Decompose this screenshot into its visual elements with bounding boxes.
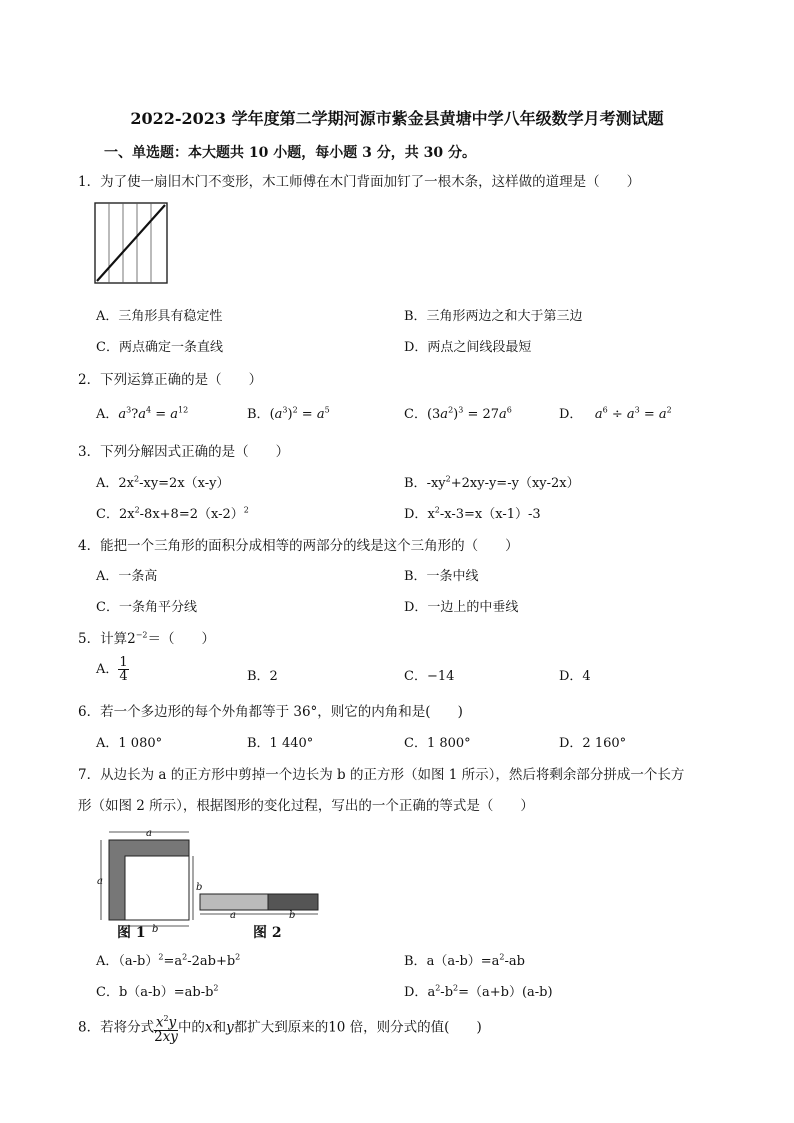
fig1-label-a-top: a bbox=[146, 828, 152, 839]
q1-option-d: D．两点之间线段最短 bbox=[404, 340, 532, 355]
q4-option-d: D．一边上的中垂线 bbox=[404, 600, 519, 615]
q8-stem: 8．若将分式 $\frac{x^2y}{2xy}$ 中的x和y都扩大到原来的10 倍，则分式的值( ) bbox=[78, 1014, 482, 1045]
q6-option-b: B．1 440° bbox=[247, 736, 314, 751]
section-heading: 一、单选题：本大题共 10 小题，每小题 3 分，共 30 分。 bbox=[104, 145, 476, 161]
q4-option-c: C．一条角平分线 bbox=[96, 600, 197, 615]
q4-option-b: B．一条中线 bbox=[404, 569, 479, 584]
q2-option-b: B．$(a^3)^2 = a^5$ bbox=[247, 405, 330, 422]
q4-stem: 4．能把一个三角形的面积分成相等的两部分的线是这个三角形的（ ） bbox=[78, 538, 519, 554]
q6-stem: 6．若一个多边形的每个外角都等于 36°，则它的内角和是( ) bbox=[78, 704, 463, 720]
q2-option-c: C．$(3a^2)^3 = 27a^6$ bbox=[404, 405, 512, 422]
q7-stem-line1: 7．从边长为 a 的正方形中剪掉一个边长为 b 的正方形（如图 1 所示），然后将剩余部分拼成一个长方 bbox=[78, 767, 685, 783]
q5-option-c: C．−14 bbox=[404, 669, 455, 684]
q3-option-a: A．$2x^2-xy=2x(x-y)$ bbox=[96, 474, 230, 491]
q1-option-b: B．三角形两边之和大于第三边 bbox=[404, 309, 583, 324]
q5-option-d: D．4 bbox=[559, 669, 591, 684]
q4-option-a: A．一条高 bbox=[96, 569, 158, 584]
q5-stem: 5．计算$2^{-2}=$（ ） bbox=[78, 630, 215, 647]
q7-option-a: A．$(a-b)^2=a^2-2ab+b^2$ bbox=[96, 952, 241, 969]
q2-option-a: A．$a^3?a^4 = a^{12}$ bbox=[96, 405, 189, 422]
q3-option-d: D．$x^2-x-3=x(x-1)-3$ bbox=[404, 505, 541, 522]
fig1-label-a-left: a bbox=[97, 876, 103, 887]
q1-door-figure bbox=[94, 202, 170, 286]
q7-stem-line2: 形（如图 2 所示），根据图形的变化过程，写出的一个正确的等式是（ ） bbox=[78, 798, 534, 814]
fig2-label-b: b bbox=[289, 910, 296, 921]
q2-option-d: D． $a^6 \div a^3 = a^2$ bbox=[559, 405, 672, 422]
q6-option-c: C．1 800° bbox=[404, 736, 471, 751]
q5-option-a: A． $\frac{1}{4}$ bbox=[96, 655, 128, 684]
fig1-label-b-right: b bbox=[196, 882, 203, 893]
q6-option-a: A．1 080° bbox=[96, 736, 163, 751]
fig2-label-a: a bbox=[230, 910, 236, 921]
fig1-label-b-bottom: b bbox=[152, 924, 159, 935]
q6-option-d: D．2 160° bbox=[559, 736, 627, 751]
q3-option-c: C．$2x^2-8x+8=2(x-2)^2$ bbox=[96, 505, 249, 522]
q2-stem: 2．下列运算正确的是（ ） bbox=[78, 372, 263, 388]
q7-option-b: B．$a(a-b)=a^2-ab$ bbox=[404, 952, 525, 969]
q1-option-a: A．三角形具有稳定性 bbox=[96, 309, 223, 324]
fig2-caption: 图 2 bbox=[253, 925, 282, 941]
q1-stem: 1．为了使一扇旧木门不变形，木工师傅在木门背面加钉了一根木条，这样做的道理是（ ） bbox=[78, 174, 641, 190]
fig1-caption: 图 1 bbox=[117, 925, 146, 941]
paper-title: 2022-2023 学年度第二学期河源市紫金县黄塘中学八年级数学月考测试题 bbox=[130, 109, 664, 128]
q7-option-d: D．$a^2-b^2=(a+b)(a-b)$ bbox=[404, 983, 553, 1000]
q5-option-b: B．2 bbox=[247, 669, 278, 684]
q3-option-b: B．$-xy^2+2xy-y=-y(xy-2x)$ bbox=[404, 474, 580, 491]
q7-option-c: C．$b(a-b)=ab-b^2$ bbox=[96, 983, 219, 1000]
q1-option-c: C．两点确定一条直线 bbox=[96, 340, 223, 355]
q3-stem: 3．下列分解因式正确的是（ ） bbox=[78, 444, 290, 460]
